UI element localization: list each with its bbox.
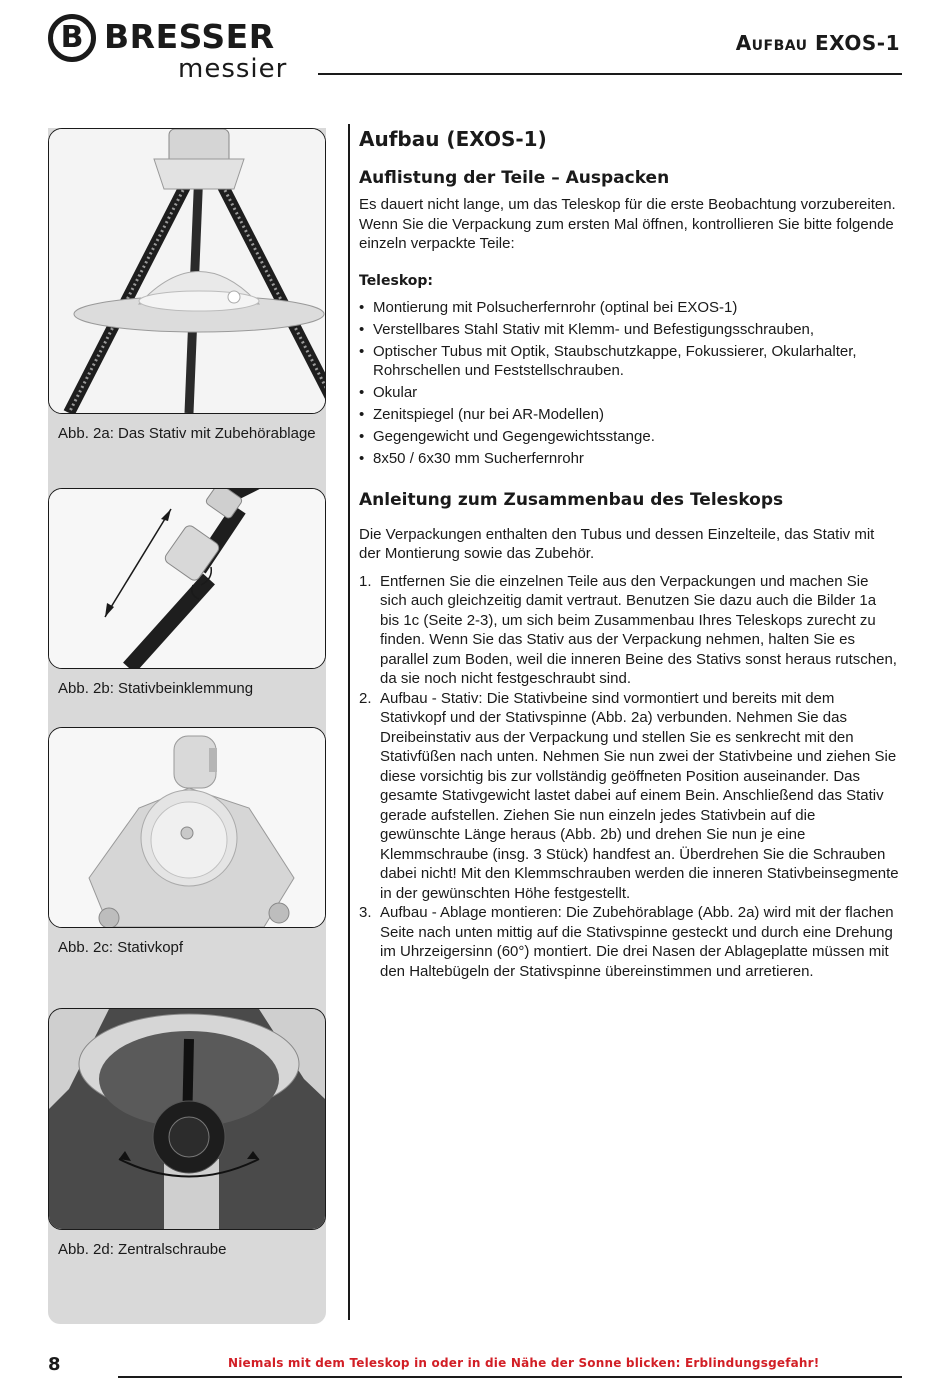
figure-column (48, 128, 326, 1324)
figure-caption: Abb. 2c: Stativkopf (58, 939, 184, 956)
figure-caption: Abb. 2d: Zentralschraube (58, 1241, 227, 1258)
list-item (359, 689, 899, 904)
brand-logo (48, 14, 318, 84)
assembly-heading: Anleitung zum Zusammenbau des Teleskops (359, 489, 784, 510)
figure-2a (48, 128, 326, 443)
list-item: • Verstellbares Stahl Stativ mit Klemm- und Befestigungsschrauben, (359, 320, 899, 340)
step-text: Aufbau - Stativ: Die Stativbeine sind vormontiert und bereits mit dem Stativkopf und der Stativspinne (Abb. 2a) verbunden. Nehmen Sie das Dreibeinstativ aus der Verpackung und stellen Sie es senkrecht mit den Stativfüßen nach unten. Nehmen Sie nun zwei der Stativbeine und ziehen Sie diese vorsichtig bis zur vollständig geöffneten Position auseinander. Das gesamte Stativgewicht lastet dabei auf einem Bein. Anschließend das Stativ gerade aufstellen. Ziehen Sie nun einzeln jedes Stativbein auf die gewünschte Länge heraus (Abb. 2b) und drehen Sie nun je eine Klemmschraube (insg. 3 Stück) handfest an. Überdrehen Sie die Schrauben dabei nicht! Mit den Klemmschrauben werden die inneren Stativbeinsegmente in der gewünschten Höhe festgestellt. (380, 689, 899, 902)
figure-caption: Abb. 2a: Das Stativ mit Zubehörablage (58, 425, 316, 442)
step-text: Aufbau - Ablage montieren: Die Zubehörablage (Abb. 2a) wird mit der flachen Seite nach unten mittig auf die Stativspinne gesteckt und durch eine Drehung im Uhrzeigersinn (60°) montiert. Die drei Nasen der Ablageplatte müssen mit den Haltebügeln der Stativspinne übereinstimmen und arretieren. (380, 904, 894, 980)
section-title: Aufbau EXOS-1 (735, 31, 900, 55)
logo-sub-brand-text: messier (178, 54, 288, 84)
footer-rule (118, 1376, 902, 1378)
parts-heading: Auflistung der Teile – Auspacken (359, 168, 670, 188)
parts-list (359, 298, 899, 469)
step-number: 3. (359, 904, 372, 921)
assembly-intro: Die Verpackungen enthalten den Tubus und dessen Einzelteile, das Stativ mit der Montierung sowie das Zubehör. (359, 525, 875, 562)
list-item: • Optischer Tubus mit Optik, Staubschutzkappe, Fokussierer, Okularhalter, Rohrschellen und Feststellschrauben. (359, 342, 899, 381)
main-content (359, 125, 899, 981)
list-item: • Zenitspiegel (nur bei AR-Modellen) (359, 405, 899, 425)
tripod-head-photo (48, 727, 326, 928)
figure-2d (48, 1008, 326, 1259)
step-number: 2. (359, 689, 372, 707)
intro-paragraph: Es dauert nicht lange, um das Teleskop für die erste Beobachtung vorzubereiten. Wenn Sie die Verpackung zum ersten Mal öffnen, kontrollieren Sie bitte folgende einzeln verpackte Teile: (359, 196, 896, 252)
column-divider (348, 124, 350, 1320)
list-item: • Gegengewicht und Gegengewichtsstange. (359, 427, 899, 447)
central-screw-photo (48, 1008, 326, 1230)
figure-2c (48, 727, 326, 957)
list-item (359, 903, 899, 981)
tripod-with-accessory-tray-photo (48, 128, 326, 414)
page-number: 8 (48, 1354, 61, 1375)
page-title: Aufbau (EXOS-1) (359, 127, 547, 151)
list-item: • Montierung mit Polsucherfernrohr (optinal bei EXOS-1) (359, 298, 899, 318)
list-item (359, 572, 899, 689)
figure-caption: Abb. 2b: Stativbeinklemmung (58, 680, 254, 697)
telescope-label: Teleskop: (359, 272, 433, 289)
step-number: 1. (359, 572, 372, 590)
logo-b-icon: B (48, 14, 96, 62)
list-item: • 8x50 / 6x30 mm Sucherfernrohr (359, 449, 899, 469)
header-rule (318, 73, 902, 75)
sun-warning: Niemals mit dem Teleskop in oder in die Nähe der Sonne blicken: Erblindungsgefahr! (228, 1356, 820, 1370)
figure-2b (48, 488, 326, 698)
list-item: • Okular (359, 383, 899, 403)
assembly-steps (359, 572, 899, 982)
step-text: Entfernen Sie die einzelnen Teile aus den Verpackungen und machen Sie sich auch gleichzeitig damit vertraut. Benutzen Sie dazu auch die Bilder 1a bis 1c (Seite 2-3), um sich beim Zusammenbau Ihres Teleskops zurecht zu finden. Wenn Sie das Stativ aus der Verpackung nehmen, halten Sie es parallel zum Boden, weil die inneren Beine des Stativs sonst heraus rutschen, da sie noch nicht festgeschraubt sind. (380, 572, 897, 687)
logo-brand-text: BRESSER (104, 17, 275, 56)
tripod-leg-clamp-photo (48, 488, 326, 669)
